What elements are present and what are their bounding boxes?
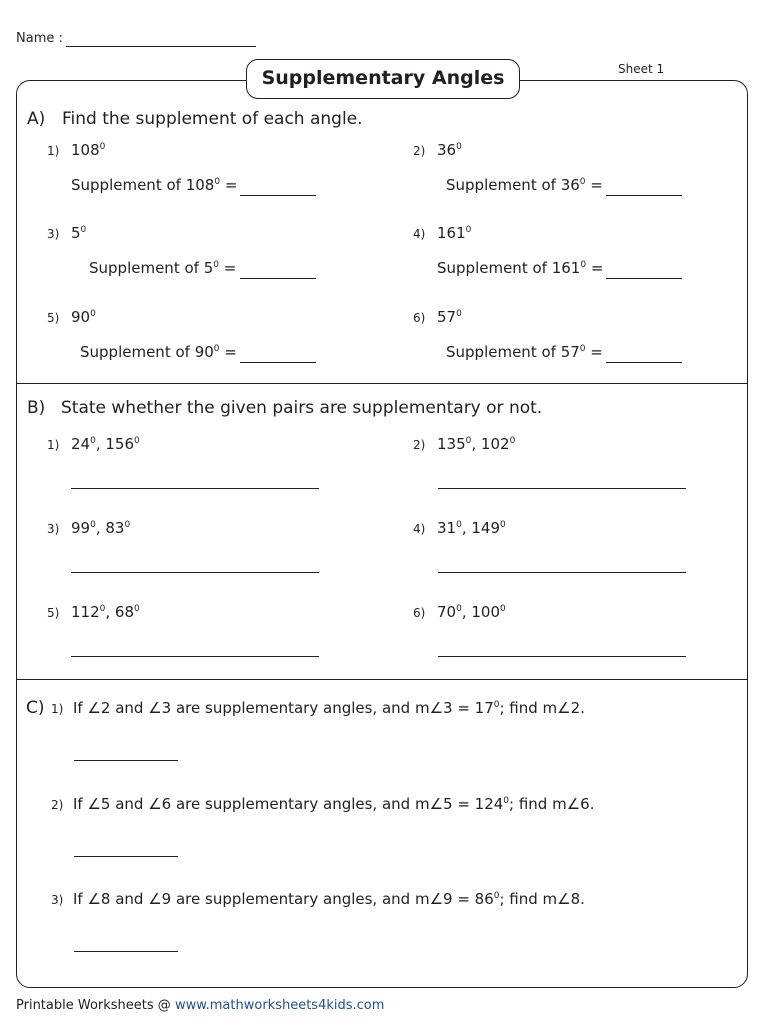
section-a-letter: A) xyxy=(27,109,46,129)
name-label: Name : xyxy=(16,31,63,46)
question-number: 3) xyxy=(47,522,60,536)
question-number: 1) xyxy=(47,438,60,452)
footer-prefix: Printable Worksheets @ xyxy=(16,998,175,1013)
section-b-letter: B) xyxy=(27,398,46,418)
sheet-label: Sheet 1 xyxy=(618,62,665,76)
section-divider xyxy=(16,383,748,384)
answer-blank[interactable] xyxy=(606,195,682,196)
supplement-prompt: Supplement of $36^0$ = xyxy=(446,176,603,194)
question-number: 3) xyxy=(47,227,60,241)
question-number: 4) xyxy=(413,522,426,536)
question-number: 5) xyxy=(47,606,60,620)
supplement-prompt: Supplement of $5^0$ = xyxy=(89,259,237,277)
question-number: 2) xyxy=(413,144,426,158)
angle-pair: $112^0$, $68^0$ xyxy=(71,603,140,621)
question-number: 4) xyxy=(413,227,426,241)
answer-blank[interactable] xyxy=(240,278,316,279)
angle-pair: $70^0$, $100^0$ xyxy=(437,603,506,621)
footer-link[interactable]: www.mathworksheets4kids.com xyxy=(174,998,385,1013)
name-blank[interactable] xyxy=(66,46,256,47)
section-c-letter: C) xyxy=(26,698,45,718)
answer-blank[interactable] xyxy=(606,362,682,363)
angle-value: $5^0$ xyxy=(71,224,87,242)
supplement-prompt: Supplement of $57^0$ = xyxy=(446,343,603,361)
supplement-prompt: Supplement of $90^0$ = xyxy=(80,343,237,361)
question-number: 6) xyxy=(413,606,426,620)
angle-pair: $31^0$, $149^0$ xyxy=(437,519,506,537)
word-problem: If ∠2 and ∠3 are supplementary angles, and m∠3 = $17^0$; find m∠2. xyxy=(73,699,585,717)
answer-blank[interactable] xyxy=(74,856,178,857)
angle-value: $161^0$ xyxy=(437,224,472,242)
angle-pair: $135^0$, $102^0$ xyxy=(437,435,516,453)
question-number: 6) xyxy=(413,311,426,325)
answer-blank[interactable] xyxy=(606,278,682,279)
angle-value: $36^0$ xyxy=(437,141,462,159)
answer-blank[interactable] xyxy=(71,488,319,489)
question-number: 2) xyxy=(51,798,64,812)
footer xyxy=(16,998,384,1013)
answer-blank[interactable] xyxy=(240,362,316,363)
supplement-prompt: Supplement of $108^0$ = xyxy=(71,176,238,194)
answer-blank[interactable] xyxy=(438,572,686,573)
angle-pair: $99^0$, $83^0$ xyxy=(71,519,131,537)
angle-value: $57^0$ xyxy=(437,308,462,326)
question-number: 1) xyxy=(47,144,60,158)
question-number: 2) xyxy=(413,438,426,452)
angle-pair: $24^0$, $156^0$ xyxy=(71,435,140,453)
answer-blank[interactable] xyxy=(71,656,319,657)
answer-blank[interactable] xyxy=(240,195,316,196)
answer-blank[interactable] xyxy=(438,488,686,489)
word-problem: If ∠8 and ∠9 are supplementary angles, and m∠9 = $86^0$; find m∠8. xyxy=(73,890,585,908)
answer-blank[interactable] xyxy=(438,656,686,657)
question-number: 3) xyxy=(51,893,64,907)
question-number: 1) xyxy=(51,702,64,716)
answer-blank[interactable] xyxy=(74,760,178,761)
section-b-instruction: State whether the given pairs are supplementary or not. xyxy=(61,398,543,418)
supplement-prompt: Supplement of $161^0$ = xyxy=(437,259,604,277)
word-problem: If ∠5 and ∠6 are supplementary angles, and m∠5 = $124^0$; find m∠6. xyxy=(73,795,595,813)
page-title: Supplementary Angles xyxy=(246,59,520,99)
angle-value: $108^0$ xyxy=(71,141,106,159)
angle-value: $90^0$ xyxy=(71,308,96,326)
answer-blank[interactable] xyxy=(71,572,319,573)
question-number: 5) xyxy=(47,311,60,325)
section-divider xyxy=(16,679,748,680)
section-a-instruction: Find the supplement of each angle. xyxy=(62,109,363,129)
answer-blank[interactable] xyxy=(74,951,178,952)
